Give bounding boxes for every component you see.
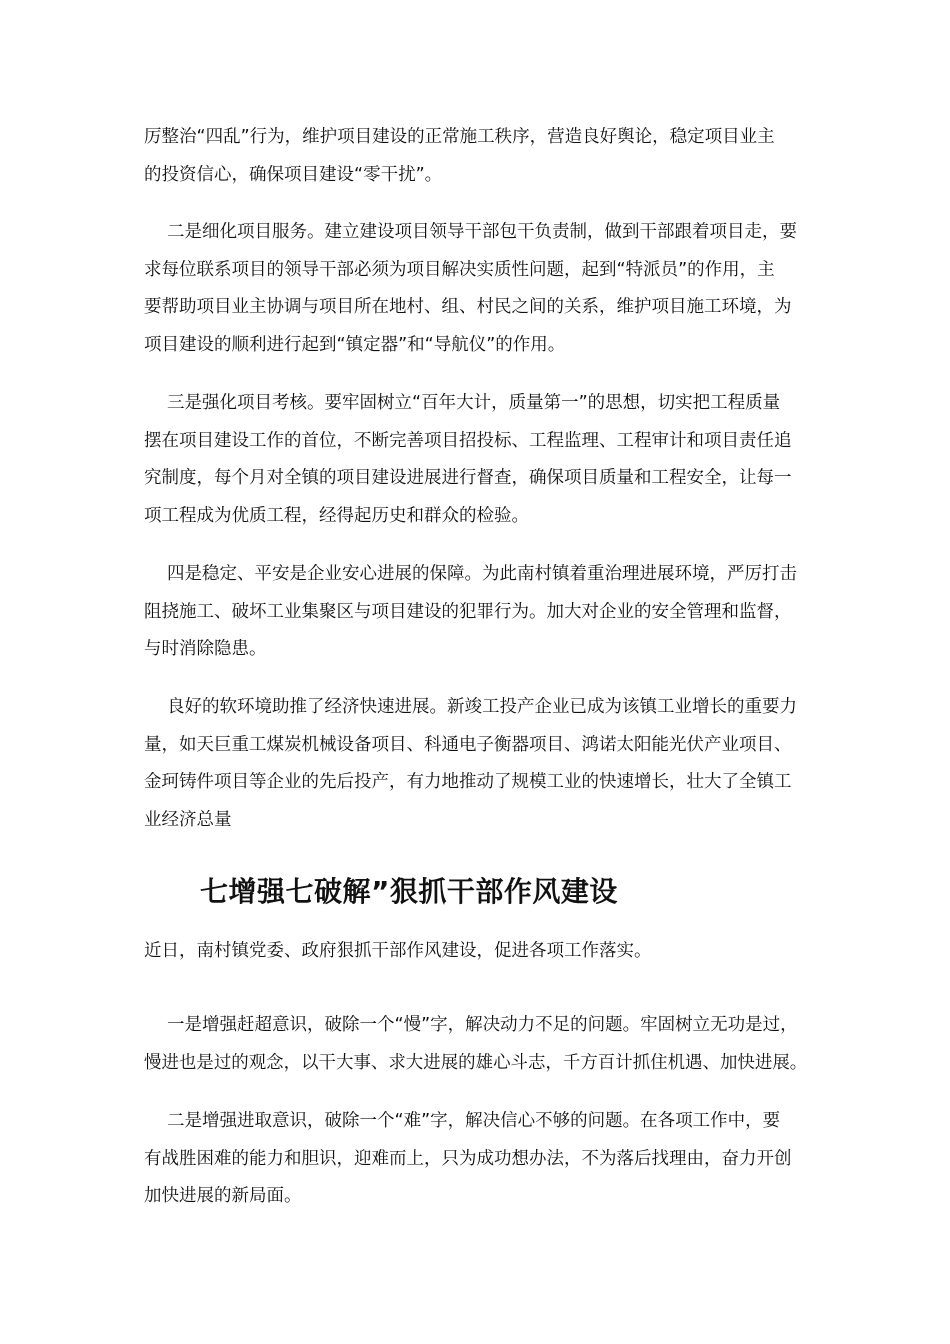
text-line: 一是增强赶超意识，破除一个“慢”字，解决动力不足的问题。牢固树立无功是过， bbox=[167, 1015, 798, 1035]
text-line: 三是强化项目考核。要牢固树立“百年大计，质量第一”的思想，切实把工程质量 bbox=[167, 393, 781, 413]
text-line: 慢进也是过的观念，以干大事、求大进展的雄心斗志，千方百计抓住机遇、加快进展。 bbox=[144, 1052, 808, 1073]
paragraph-intro bbox=[144, 933, 808, 971]
paragraph-catch-up-awareness bbox=[144, 1007, 808, 1082]
text-line: 金珂铸件项目等企业的先后投产，有力地推动了规模工业的快速增长，壮大了全镇工 bbox=[144, 772, 792, 792]
text-line: 的投资信心，确保项目建设“零干扰”。 bbox=[144, 164, 443, 185]
text-line: 项工程成为优质工程，经得起历史和群众的检验。 bbox=[144, 505, 529, 526]
text-line: 近日，南村镇党委、政府狠抓干部作风建设，促进各项工作落实。 bbox=[144, 941, 652, 961]
text-line: 量，如天巨重工煤炭机械设备项目、科通电子衡器项目、鸿诺太阳能光伏产业项目、 bbox=[144, 734, 792, 755]
text-line: 有战胜困难的能力和胆识，迎难而上，只为成功想办法，不为落后找理由，奋力开创 bbox=[144, 1148, 792, 1169]
text-line: 要帮助项目业主协调与项目所在地村、组、村民之间的关系，维护项目施工环境，为 bbox=[144, 297, 792, 317]
text-line: 厉整治“四乱”行为，维护项目建设的正常施工秩序，营造良好舆论，稳定项目业主 bbox=[144, 127, 775, 147]
section-heading: 七增强七破解”狠抓干部作风建设 bbox=[200, 875, 618, 908]
text-line: 阻挠施工、破坏工业集聚区与项目建设的犯罪行为。加大对企业的安全管理和监督， bbox=[144, 601, 792, 622]
text-line: 四是稳定、平安是企业安心进展的保障。为此南村镇着重治理进展环境，严厉打击 bbox=[167, 564, 797, 584]
paragraph-stability-safety bbox=[144, 556, 808, 669]
paragraph-soft-environment bbox=[144, 689, 808, 839]
text-line: 项目建设的顺利进行起到“镇定器”和“导航仪”的作用。 bbox=[144, 334, 566, 355]
text-line: 业经济总量 bbox=[144, 809, 232, 830]
text-line: 求每位联系项目的领导干部必须为项目解决实质性问题，起到“特派员”的作用，主 bbox=[144, 259, 775, 280]
text-line: 良好的软环境助推了经济快速进展。新竣工投产企业已成为该镇工业增长的重要力 bbox=[167, 697, 797, 717]
text-line: 二是增强进取意识，破除一个“难”字，解决信心不够的问题。在各项工作中，要 bbox=[167, 1111, 781, 1131]
paragraph-enterprising-awareness bbox=[144, 1103, 808, 1216]
paragraph-project-assessment bbox=[144, 385, 808, 535]
paragraph-project-service bbox=[144, 214, 808, 364]
text-line: 究制度，每个月对全镇的项目建设进展进行督查，确保项目质量和工程安全，让每一 bbox=[144, 468, 792, 488]
paragraph-continuation bbox=[144, 119, 808, 194]
text-line: 二是细化项目服务。建立建设项目领导干部包干负责制，做到干部跟着项目走，要 bbox=[167, 222, 797, 242]
text-line: 与时消除隐患。 bbox=[144, 639, 267, 659]
text-line: 加快进展的新局面。 bbox=[144, 1186, 302, 1206]
text-line: 摆在项目建设工作的首位，不断完善项目招投标、工程监理、工程审计和项目责任追 bbox=[144, 430, 792, 451]
